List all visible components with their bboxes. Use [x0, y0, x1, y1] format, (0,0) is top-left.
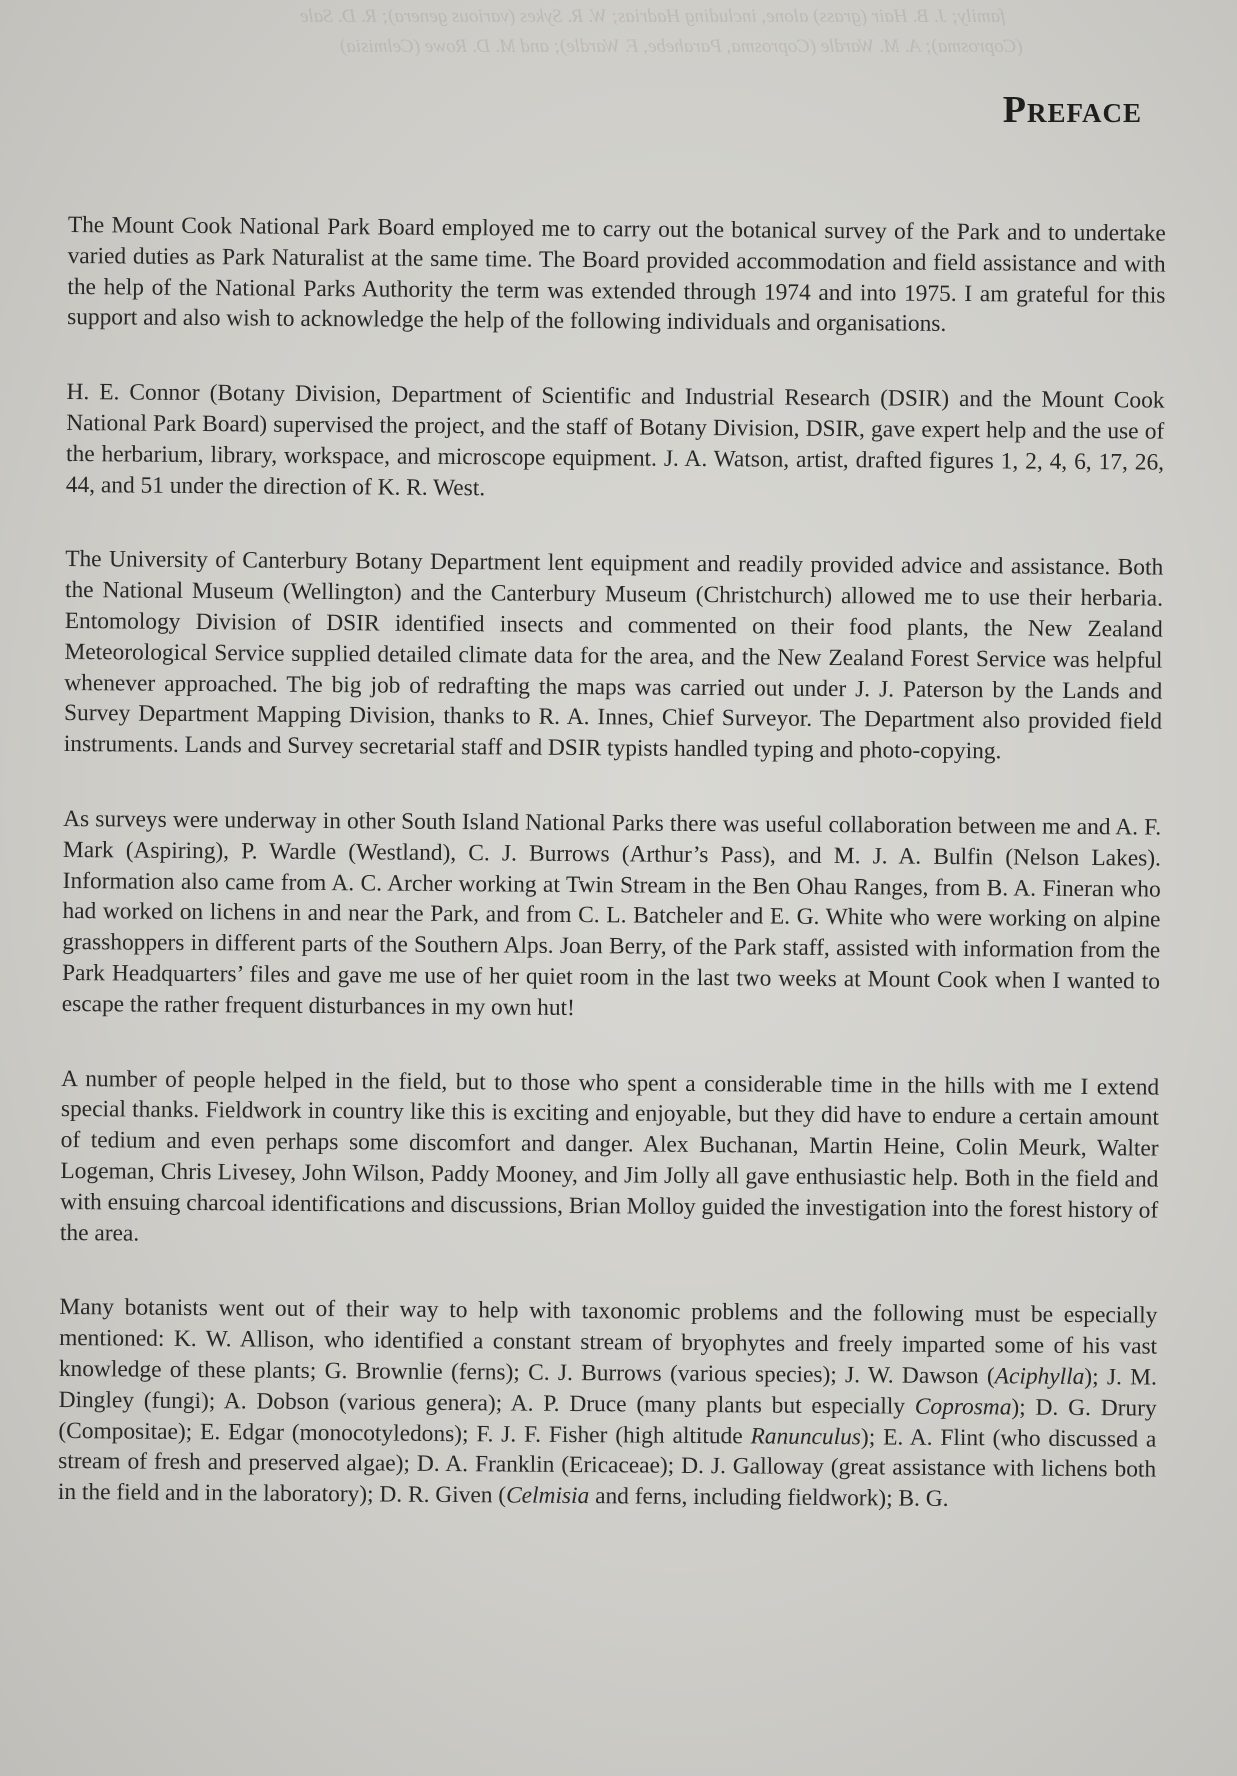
italic-taxon: Celmisia: [506, 1482, 590, 1510]
italic-taxon: Coprosma: [914, 1393, 1012, 1421]
page-title: Preface: [1002, 89, 1142, 131]
text-run: H. E. Connor (Botany Division, Department of Scientific and Industrial Research (DSIR) and the Mount Cook National Park Board) supervised the project, and the staff of Botany Division, DSIR, gave expert help and the use of the herbarium, library, workspace, and microscope equipment. J. A. Watson, artist, drafted figures 1, 2, 4, 6, 17, 26, 44, and 51 under the direction of K. R. West.: [65, 379, 1165, 501]
paragraph: [58, 1292, 1158, 1516]
text-run: and ferns, including fieldwork); B. G.: [589, 1483, 949, 1513]
bleed-through-line: family; J. B. Hair (grass) alone, including Hadrias; W. R. Sykes (various genera); R. D. Sale: [300, 6, 1006, 27]
text-run: The Mount Cook National Park Board employed me to carry out the botanical survey of the Park and to undertake varied duties as Park Naturalist at the same time. The Board provided accommodation and field assistance and with the help of the National Parks Authority the term was extended through 1974 and into 1975. I am grateful for this support and also wish to acknowledge the help of the following individuals and organisations.: [67, 211, 1166, 338]
text-run: The University of Canterbury Botany Department lent equipment and readily provided advice and assistance. Both the National Museum (Wellington) and the Canterbury Museum (Christchurch) allowed me to use their herbaria. Entomology Division of DSIR identified insects and commented on their food plants, the New Zealand Meteorological Service supplied detailed climate data for the area, and the New Zealand Forest Service was helpful whenever approached. The big job of redrafting the maps was carried out under J. J. Paterson by the Lands and Survey Department Mapping Division, thanks to R. A. Innes, Chief Surveyor. The Department also provided field instruments. Lands and Survey secretarial staff and DSIR typists handled typing and photo-copying.: [63, 546, 1164, 765]
bleed-through-line: (Coprosma); A. M. Wardle (Coprosma, Parahebe, F. Wardle); and M. D. Rowe (Celmisia): [340, 36, 1023, 57]
text-run: ); J. M. Dingley (fungi); A. Dobson (various genera); A. P. Druce (many plants but especially: [58, 1363, 1157, 1420]
preface-body: [57, 210, 1166, 1560]
italic-taxon: Ranunculus: [750, 1422, 862, 1450]
text-run: ); D. G. Drury (Compositae); E. Edgar (monocotyledons); F. J. F. Fisher (high altitude: [58, 1394, 1157, 1449]
paragraph: [60, 1064, 1159, 1257]
text-run: As surveys were underway in other South Island National Parks there was useful collaboration between me and A. F. Mark (Aspiring), P. Wardle (Westland), C. J. Burrows (Arthur’s Pass), and M. J. A. Bulfin (Nelson Lakes). Information also came from A. C. Archer working at Twin Stream in the Ben Ohau Ranges, from B. A. Fineran who had worked on lichens in and near the Park, and from C. L. Batcheler and E. G. White who were working on alpine grasshoppers in different parts of the Southern Alps. Joan Berry, of the Park staff, assisted with information from the Park Headquarters’ files and gave me use of her quiet room in the last two weeks at Mount Cook when I wanted to escape the rather frequent disturbances in my own hut!: [61, 805, 1162, 1021]
paragraph: [66, 377, 1165, 509]
paragraph: [62, 804, 1162, 1028]
paragraph: [64, 544, 1164, 768]
bleed-through-text: [0, 0, 1237, 160]
paragraph: [67, 210, 1166, 342]
text-run: A number of people helped in the field, but to those who spent a considerable time in the hills with me I extend special thanks. Fieldwork in country like this is exciting and enjoyable, but they did have to endure a certain amount of tedium and even perhaps some discomfort and danger. Alex Buchanan, Martin Heine, Colin Meurk, Walter Logeman, Chris Livesey, John Wilson, Paddy Mooney, and Jim Jolly all gave enthusiastic help. Both in the field and with ensuing charcoal identifications and discussions, Brian Molloy guided the investigation into the forest history of the area.: [59, 1065, 1160, 1247]
italic-taxon: Aciphylla: [994, 1363, 1085, 1390]
text-run: Many botanists went out of their way to help with taxonomic problems and the following must be especially mentioned: K. W. Allison, who identified a constant stream of bryophytes and freely imparted some of his vast knowledge of these plants; G. Brownlie (ferns); C. J. Burrows (various species); J. W. Dawson (: [58, 1294, 1158, 1390]
text-run: ); E. A. Flint (who discussed a stream of fresh and preserved algae); D. A. Franklin (Ericaceae); D. J. Galloway (great assistance with lichens both in the field and in the laboratory); D. R. Given (: [57, 1423, 1157, 1509]
